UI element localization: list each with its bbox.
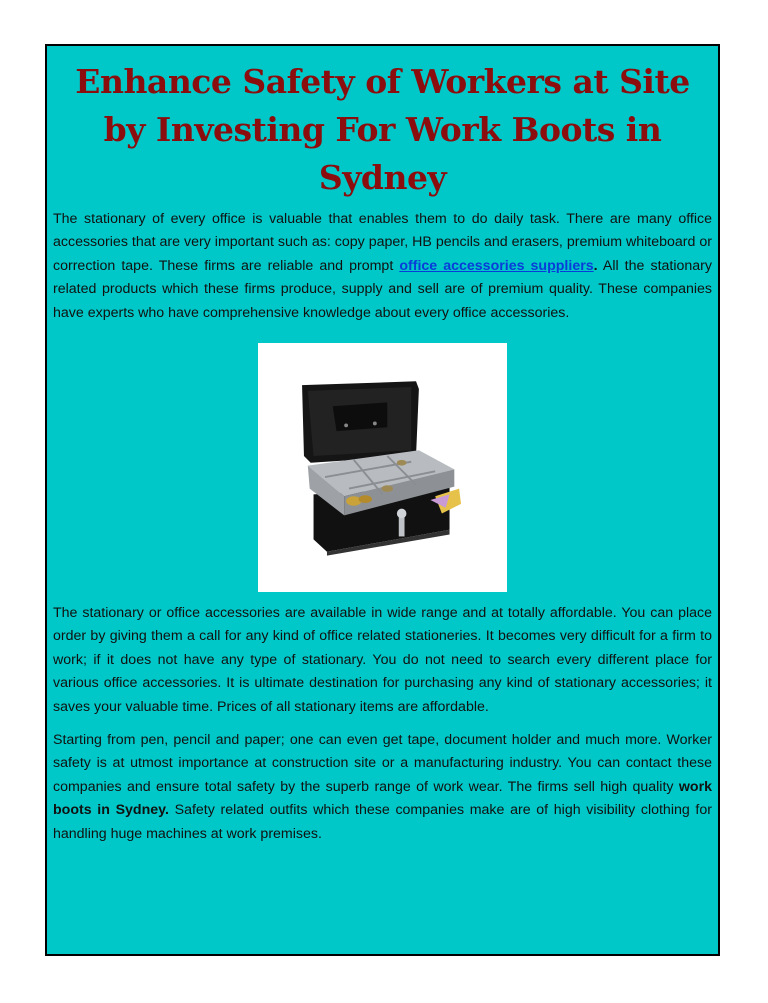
paragraph-work-boots bbox=[47, 729, 718, 846]
office-accessories-suppliers-link[interactable]: office accessories suppliers bbox=[399, 257, 594, 274]
paragraph-work-boots-text-1: Starting from pen, pencil and paper; one can even get tape, document holder and much more. Worker safety is at utmost importance at construction site or a manufacturing industry. You can contact these companies and ensure total safety by the superb range of work wear. The firms sell high quality bbox=[53, 732, 712, 795]
document-page bbox=[45, 44, 720, 956]
work-boots-highlight: work boots in Sydney. bbox=[53, 778, 712, 819]
paragraph-intro-text-2: All the stationary related products which these firms produce, supply and sell are of premium quality. These companies have experts who have comprehensive knowledge about every office accessories. bbox=[53, 257, 712, 321]
paragraph-intro-text-1: The stationary of every office is valuable that enables them to do daily task. There are many office accessories that are very important such as: copy paper, HB pencils and erasers, premium whiteboard or correction tape. These firms are reliable and prompt bbox=[53, 211, 712, 274]
paragraph-availability: The stationary or office accessories are available in wide range and at totally affordable. You can place order by giving them a call for any kind of office related stationeries. It becomes very difficult for a firm to work; if it does not have any type of stationary. You do not need to search every different place for various office accessories. It is ultimate destination for purchasing any kind of stationary accessories; it saves your valuable time. Prices of all stationary items are affordable. bbox=[53, 605, 712, 715]
paragraph-work-boots-text-2: Safety related outfits which these companies make are of high visibility clothing for handling huge machines at work premises. bbox=[53, 802, 712, 842]
link-period: . bbox=[593, 257, 598, 274]
cash-box-image bbox=[258, 343, 507, 592]
document-title: Enhance Safety of Workers at Site by Investing For Work Boots in Sydney bbox=[75, 62, 690, 197]
paragraph-intro bbox=[47, 208, 718, 325]
cash-box-illustration bbox=[258, 343, 507, 592]
